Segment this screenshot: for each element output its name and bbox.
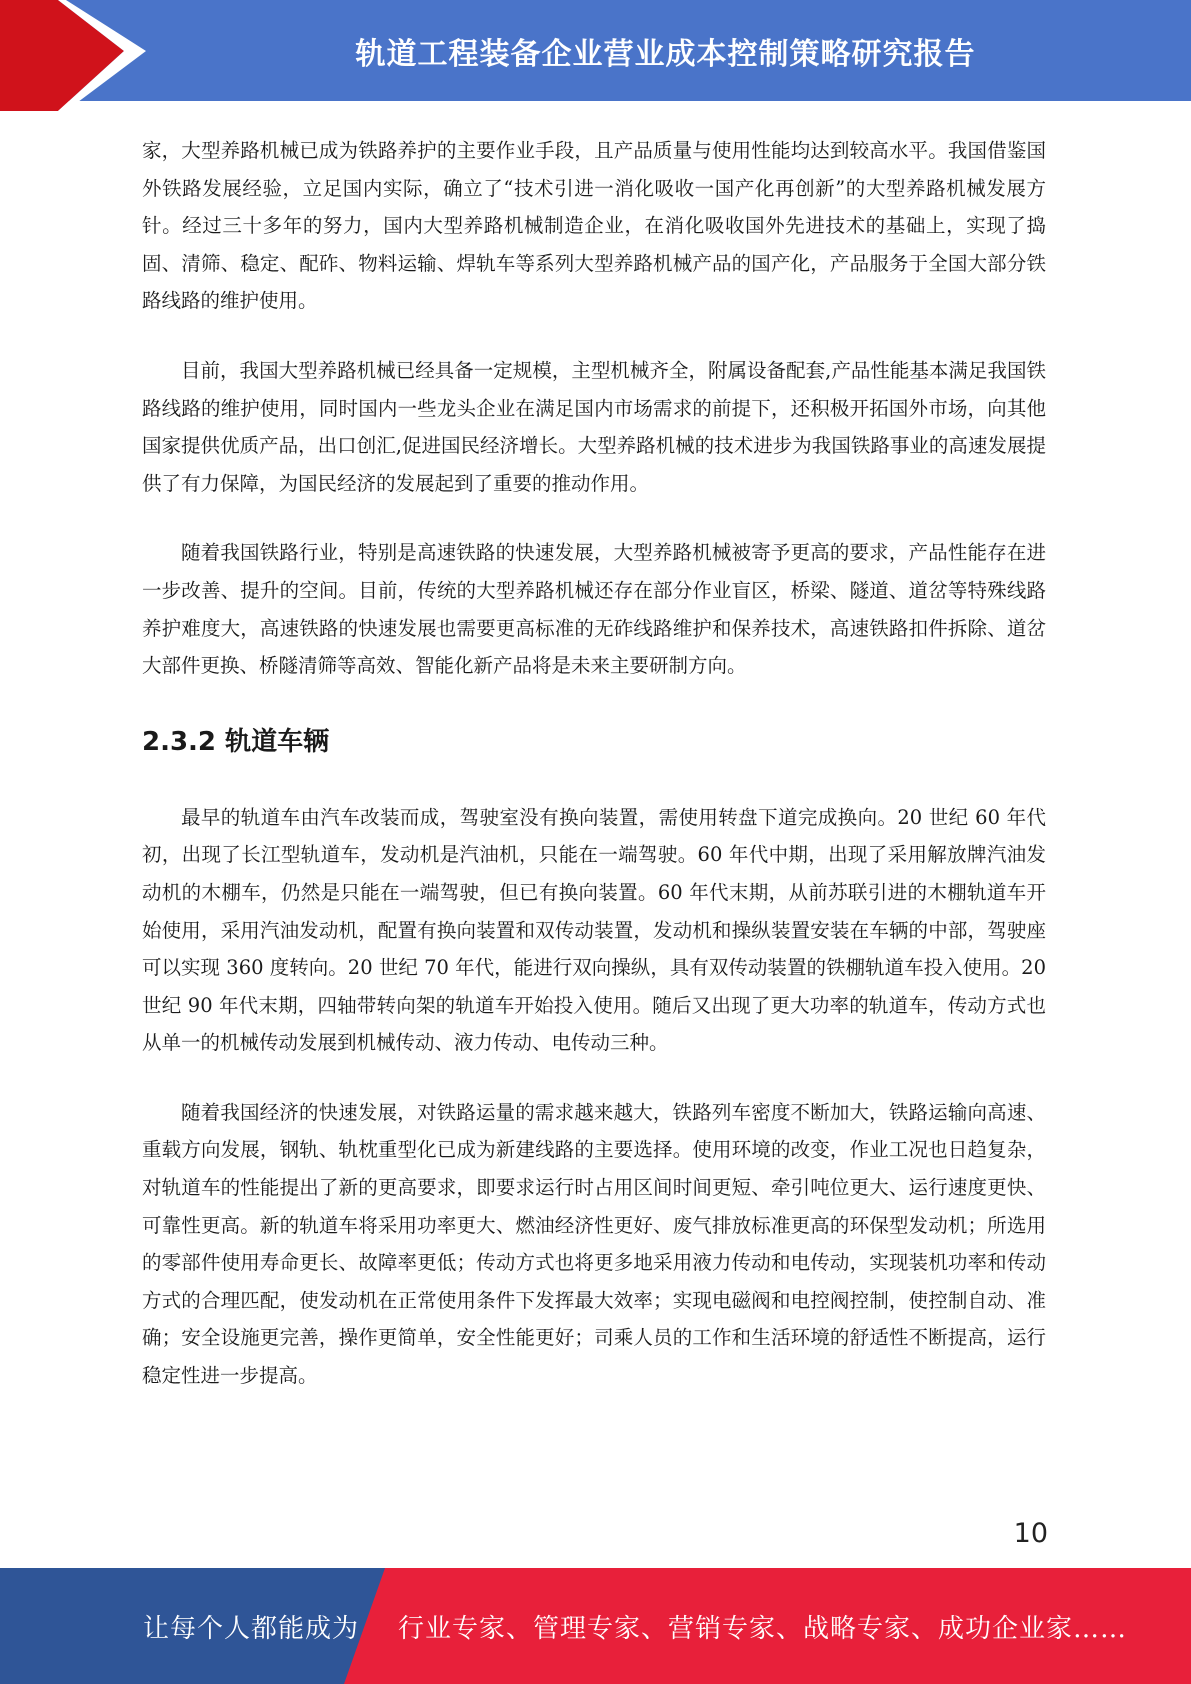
body-paragraph: 随着我国经济的快速发展，对铁路运量的需求越来越大，铁路列车密度不断加大，铁路运输向高速、重载方向发展，钢轨、轨枕重型化已成为新建线路的主要选择。使用环境的改变，作业工况也日趋复杂，对轨道车的性能提出了新的更高要求，即要求运行时占用区间时间更短、牵引吨位更大、运行速度更快、可靠性更高。新的轨道车将采用功率更大、燃油经济性更好、废气排放标准更高的环保型发动机；所选用的零部件使用寿命更长、故障率更低；传动方式也将更多地采用液力传动和电传动，实现装机功率和传动方式的合理匹配，使发动机在正常使用条件下发挥最大效率；实现电磁阀和电控阀控制，使控制自动、准确；安全设施更完善，操作更简单，安全性能更好；司乘人员的工作和生活环境的舒适性不断提高，运行稳定性进一步提高。 bbox=[142, 1100, 1046, 1388]
section-heading: 2.3.2 轨道车辆 bbox=[142, 726, 330, 757]
page-footer bbox=[0, 1568, 1191, 1684]
report-title: 轨道工程装备企业营业成本控制策略研究报告 bbox=[355, 36, 976, 72]
page-number: 10 bbox=[1013, 1518, 1048, 1549]
page-header bbox=[0, 0, 1191, 111]
footer-slogan-left: 让每个人都能成为 bbox=[143, 1613, 360, 1644]
body-paragraph: 家，大型养路机械已成为铁路养护的主要作业手段，且产品质量与使用性能均达到较高水平。我国借鉴国外铁路发展经验，立足国内实际，确立了“技术引进一消化吸收一国产化再创新”的大型养路机械发展方针。经过三十多年的努力，国内大型养路机械制造企业，在消化吸收国外先进技术的基础上，实现了捣固、清筛、稳定、配砟、物料运输、焊轨车等系列大型养路机械产品的国产化，产品服务于全国大部分铁路线路的维护使用。 bbox=[142, 139, 1046, 313]
footer-slogan-right: 行业专家、管理专家、营销专家、战略专家、成功企业家…… bbox=[398, 1613, 1128, 1644]
page-body bbox=[142, 132, 1046, 1395]
body-paragraph: 随着我国铁路行业，特别是高速铁路的快速发展，大型养路机械被寄予更高的要求，产品性能存在进一步改善、提升的空间。目前，传统的大型养路机械还存在部分作业盲区，桥梁、隧道、道岔等特殊线路养护难度大，高速铁路的快速发展也需要更高标准的无砟线路维护和保养技术，高速铁路扣件拆除、道岔大部件更换、桥隧清筛等高效、智能化新产品将是未来主要研制方向。 bbox=[142, 541, 1046, 678]
body-paragraph: 目前，我国大型养路机械已经具备一定规模，主型机械齐全，附属设备配套,产品性能基本满足我国铁路线路的维护使用，同时国内一些龙头企业在满足国内市场需求的前提下，还积极开拓国外市场，向其他国家提供优质产品，出口创汇,促进国民经济增长。大型养路机械的技术进步为我国铁路事业的高速发展提供了有力保障，为国民经济的发展起到了重要的推动作用。 bbox=[142, 358, 1046, 495]
body-paragraph: 最早的轨道车由汽车改装而成，驾驶室没有换向装置，需使用转盘下道完成换向。20 世纪 60 年代初，出现了长江型轨道车，发动机是汽油机，只能在一端驾驶。60 年代中期，出现了采用解放牌汽油发动机的木棚车，仍然是只能在一端驾驶，但已有换向装置。60 年代末期，从前苏联引进的木棚轨道车开始使用，采用汽油发动机，配置有换向装置和双传动装置，发动机和操纵装置安装在车辆的中部，驾驶座可以实现 360 度转向。20 世纪 70 年代，能进行双向操纵，具有双传动装置的铁棚轨道车投入使用。20 世纪 90 年代末期，四轴带转向架的轨道车开始投入使用。随后又出现了更大功率的轨道车，传动方式也从单一的机械传动发展到机械传动、液力传动、电传动三种。 bbox=[142, 805, 1046, 1055]
